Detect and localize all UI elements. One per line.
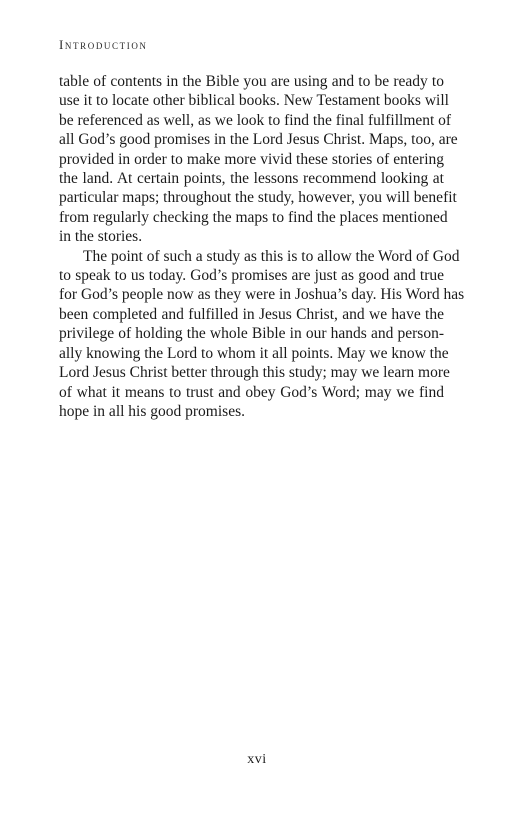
running-head: Introduction — [59, 37, 148, 52]
text-line: ally knowing the Lord to whom it all points. May we know the — [59, 344, 449, 362]
text-line: to speak to us today. God’s promises are just as good and true — [59, 267, 444, 285]
text-line: from regularly checking the maps to find the places mentioned — [59, 208, 448, 226]
text-line: the land. At certain points, the lessons recommend looking at — [59, 170, 444, 188]
text-line: privilege of holding the whole Bible in our hands and person- — [59, 325, 444, 343]
text-line: particular maps; throughout the study, however, you will benefit — [59, 189, 457, 207]
page-number: xvi — [247, 752, 267, 767]
text-line: Lord Jesus Christ better through this study; may we learn more — [59, 364, 450, 382]
text-line: be referenced as well, as we look to find the final fulfillment of — [59, 111, 452, 129]
text-line: The point of such a study as this is to allow the Word of God — [83, 247, 460, 265]
text-line: hope in all his good promises. — [59, 402, 245, 420]
body-text — [59, 72, 465, 421]
paragraph-2 — [59, 247, 465, 422]
text-line: for God’s people now as they were in Joshua’s day. His Word has — [59, 286, 465, 304]
text-line: of what it means to trust and obey God’s Word; may we find — [59, 383, 444, 401]
text-line: in the stories. — [59, 228, 143, 246]
text-line: all God’s good promises in the Lord Jesus Christ. Maps, too, are — [59, 131, 458, 149]
text-line: been completed and fulfilled in Jesus Christ, and we have the — [59, 305, 444, 323]
text-line: provided in order to make more vivid these stories of entering — [59, 150, 444, 168]
text-line: use it to locate other biblical books. New Testament books will — [59, 92, 449, 110]
paragraph-1 — [59, 72, 458, 247]
text-line: table of contents in the Bible you are using and to be ready to — [59, 73, 444, 90]
